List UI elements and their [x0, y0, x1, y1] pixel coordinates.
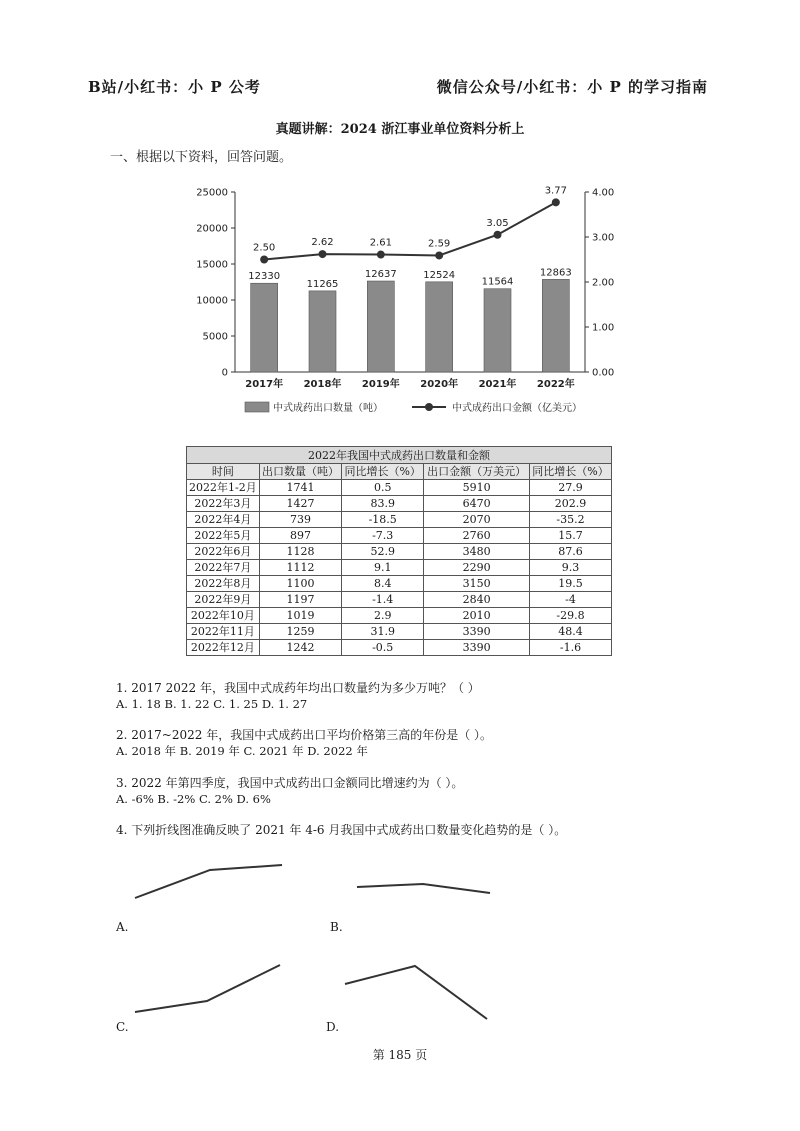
table-caption: 2022年我国中式成药出口数量和金额 — [187, 447, 612, 464]
table-row — [187, 640, 612, 656]
table-cell: -1.6 — [530, 640, 612, 656]
line-data-label: 2.50 — [253, 242, 276, 254]
table-cell: -29.8 — [530, 608, 612, 624]
option-a-label: A. — [116, 920, 129, 934]
table-cell: -7.3 — [342, 528, 424, 544]
option-b-label: B. — [330, 920, 343, 934]
table-cell: 6470 — [424, 496, 530, 512]
option-c-line — [135, 965, 280, 1012]
right-axis-tick-label: 1.00 — [592, 322, 615, 334]
line-point — [435, 251, 443, 259]
table-cell: 5910 — [424, 480, 530, 496]
table-cell: 3480 — [424, 544, 530, 560]
table-cell: 2840 — [424, 592, 530, 608]
table-cell: 1197 — [259, 592, 342, 608]
table-row — [187, 528, 612, 544]
table-row — [187, 496, 612, 512]
legend-line-label: 中式成药出口金额（亿美元） — [452, 403, 582, 414]
table-cell: 2022年4月 — [187, 512, 260, 528]
table-header-row — [187, 464, 612, 480]
line-data-label: 3.05 — [486, 217, 509, 229]
table-cell: 2022年1-2月 — [187, 480, 260, 496]
table-row — [187, 560, 612, 576]
table-cell: 2010 — [424, 608, 530, 624]
left-axis-tick-label: 15000 — [196, 259, 228, 271]
option-d-label: D. — [326, 1020, 340, 1034]
table-cell: 1019 — [259, 608, 342, 624]
header-right: 微信公众号/小红书：小 P 的学习指南 — [436, 78, 708, 96]
option-b-line — [357, 884, 490, 893]
table-cell: 2022年11月 — [187, 624, 260, 640]
bar-data-label: 12637 — [364, 269, 397, 281]
table-header-cell: 同比增长（%） — [530, 464, 612, 480]
table-cell: -0.5 — [342, 640, 424, 656]
bar-data-label: 12330 — [248, 271, 281, 283]
bar — [426, 282, 453, 372]
left-axis-tick-label: 20000 — [196, 223, 228, 235]
table-cell: 31.9 — [342, 624, 424, 640]
combo-chart — [190, 180, 620, 430]
left-axis-tick-label: 5000 — [202, 331, 228, 343]
question-3 — [116, 775, 463, 807]
question-4 — [116, 822, 566, 838]
bar-data-label: 11265 — [306, 278, 339, 290]
line-data-label: 2.62 — [311, 237, 334, 249]
bar-data-label: 11564 — [481, 276, 514, 288]
bar-data-label: 12863 — [539, 267, 572, 279]
x-tick-label: 2017年 — [245, 379, 284, 390]
table-row — [187, 608, 612, 624]
bar — [367, 281, 394, 372]
section-intro: 一、根据以下资料，回答问题。 — [110, 150, 293, 165]
option-a-linegraph — [125, 855, 295, 910]
table-cell: 2070 — [424, 512, 530, 528]
table-row — [187, 592, 612, 608]
line-data-label: 2.59 — [428, 238, 451, 250]
bar — [484, 289, 511, 372]
table-cell: 202.9 — [530, 496, 612, 512]
line-point — [552, 198, 560, 206]
question-4-text: 4. 下列折线图准确反映了 2021 年 4-6 月我国中式成药出口数量变化趋势的是（ ）。 — [116, 823, 567, 837]
bar-data-label: 12524 — [423, 269, 456, 281]
table-cell: 2022年7月 — [187, 560, 260, 576]
table-cell: 2022年8月 — [187, 576, 260, 592]
x-tick-label: 2019年 — [361, 379, 400, 390]
table-cell: -1.4 — [342, 592, 424, 608]
right-axis-tick-label: 0.00 — [592, 367, 615, 379]
line-data-label: 3.77 — [544, 185, 567, 197]
left-axis-tick-label: 10000 — [196, 295, 228, 307]
legend-bar-label: 中式成药出口数量（吨） — [273, 403, 383, 414]
table-cell: 9.3 — [530, 560, 612, 576]
line-point — [494, 231, 502, 239]
question-2-text: 2. 2017~2022 年，我国中式成药出口平均价格第三高的年份是（ ）。 — [116, 728, 493, 742]
right-axis-tick-label: 2.00 — [592, 277, 615, 289]
table-cell: 9.1 — [342, 560, 424, 576]
table-cell: 27.9 — [530, 480, 612, 496]
document-title: 真题讲解：2024 浙江事业单位资料分析上 — [275, 122, 525, 137]
option-c-linegraph — [125, 955, 295, 1020]
option-c-label: C. — [116, 1020, 129, 1034]
question-2 — [116, 727, 492, 759]
x-tick-label: 2018年 — [303, 379, 342, 390]
table-cell: 48.4 — [530, 624, 612, 640]
left-axis-tick-label: 0 — [221, 367, 228, 379]
table-cell: 2022年9月 — [187, 592, 260, 608]
table-body — [187, 480, 612, 656]
question-3-text: 3. 2022 年第四季度，我国中式成药出口金额同比增速约为（ ）。 — [116, 776, 464, 790]
table-header-cell: 同比增长（%） — [342, 464, 424, 480]
table-cell: 2022年5月 — [187, 528, 260, 544]
table-cell: 1259 — [259, 624, 342, 640]
x-tick-label: 2020年 — [420, 379, 459, 390]
right-axis-tick-label: 4.00 — [592, 187, 615, 199]
table-cell: 0.5 — [342, 480, 424, 496]
bar — [542, 279, 569, 372]
question-1-text: 1. 2017 2022 年，我国中式成药年均出口数量约为多少万吨？（ ） — [116, 681, 480, 695]
question-1-options: A. 1. 18 B. 1. 22 C. 1. 25 D. 1. 27 — [116, 697, 308, 711]
table-cell: 2760 — [424, 528, 530, 544]
table-cell: 3390 — [424, 624, 530, 640]
table-header-cell: 出口金额（万美元） — [424, 464, 530, 480]
table-cell: 2022年10月 — [187, 608, 260, 624]
question-2-options: A. 2018 年 B. 2019 年 C. 2021 年 D. 2022 年 — [116, 744, 368, 758]
table-cell: 739 — [259, 512, 342, 528]
page-number: 第 185 页 — [372, 1048, 428, 1062]
table-cell: 897 — [259, 528, 342, 544]
table-cell: 2022年3月 — [187, 496, 260, 512]
table-cell: 3390 — [424, 640, 530, 656]
table-cell: 1741 — [259, 480, 342, 496]
export-data-table — [186, 446, 612, 656]
bar — [251, 283, 278, 372]
x-tick-label: 2022年 — [536, 379, 575, 390]
legend-line-marker — [425, 403, 433, 411]
x-tick-label: 2021年 — [478, 379, 517, 390]
bar — [309, 291, 336, 372]
table-cell: -35.2 — [530, 512, 612, 528]
table-cell: 2290 — [424, 560, 530, 576]
table-cell: 19.5 — [530, 576, 612, 592]
table-cell: -18.5 — [342, 512, 424, 528]
line-point — [260, 256, 268, 264]
table-row — [187, 544, 612, 560]
table-cell: 1100 — [259, 576, 342, 592]
question-3-options: A. -6% B. -2% C. 2% D. 6% — [116, 792, 271, 806]
option-a-line — [135, 865, 282, 898]
option-b-linegraph — [345, 865, 505, 905]
table-cell: 2022年6月 — [187, 544, 260, 560]
table-cell: -4 — [530, 592, 612, 608]
table-cell: 2.9 — [342, 608, 424, 624]
table-cell: 87.6 — [530, 544, 612, 560]
table-cell: 8.4 — [342, 576, 424, 592]
table-cell: 83.9 — [342, 496, 424, 512]
table-cell: 1427 — [259, 496, 342, 512]
left-axis-tick-label: 25000 — [196, 187, 228, 199]
table-cell: 52.9 — [342, 544, 424, 560]
question-1 — [116, 680, 480, 712]
table-header-cell: 出口数量（吨） — [259, 464, 342, 480]
table-row — [187, 480, 612, 496]
table-cell: 15.7 — [530, 528, 612, 544]
line-data-label: 2.61 — [369, 237, 392, 249]
table-cell: 1112 — [259, 560, 342, 576]
table-row — [187, 576, 612, 592]
right-axis-tick-label: 3.00 — [592, 232, 615, 244]
option-d-line — [345, 966, 487, 1019]
table-cell: 2022年12月 — [187, 640, 260, 656]
legend-bar-swatch — [245, 402, 269, 412]
option-d-linegraph — [335, 955, 505, 1025]
table-cell: 1128 — [259, 544, 342, 560]
table-header-cell: 时间 — [187, 464, 260, 480]
table-row — [187, 624, 612, 640]
table-cell: 3150 — [424, 576, 530, 592]
line-point — [377, 251, 385, 259]
table-row — [187, 512, 612, 528]
header-left: B站/小红书：小 P 公考 — [88, 78, 261, 96]
table-cell: 1242 — [259, 640, 342, 656]
series-line — [264, 202, 556, 259]
line-point — [319, 250, 327, 258]
